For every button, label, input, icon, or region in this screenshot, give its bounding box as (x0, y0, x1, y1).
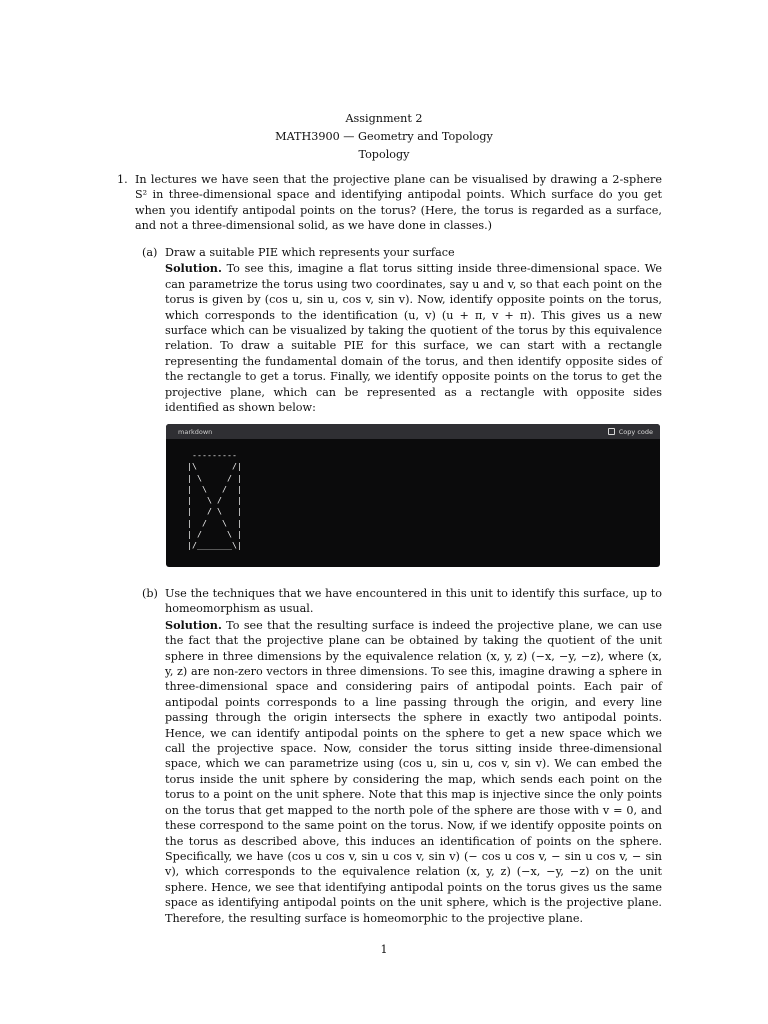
part-a (142, 245, 662, 415)
code-block-header (166, 424, 660, 439)
part-a-label: (a) (142, 246, 158, 259)
part-b-prompt: Use the techniques that we have encountered in this unit to identify this surface, up to homeomorphism as usual. (165, 587, 662, 616)
code-language-label: markdown (178, 427, 213, 436)
question-1 (117, 172, 662, 234)
part-a-prompt: Draw a suitable PIE which represents your surface (165, 246, 455, 259)
copy-code-label: Copy code (618, 427, 653, 436)
part-b-solution (165, 618, 662, 926)
question-number: 1. (117, 173, 128, 186)
part-b-label: (b) (142, 587, 158, 600)
solution-text: To see that the resulting surface is indeed the projective plane, we can use the fact that the projective plane can be obtained by taking the quotient of the unit sphere in three dimensions by the equivalence relation (x, y, z) (−x, −y, −z), where (x, y, z) are non-zero vectors in three dimensions. To see this, imagine drawing a sphere in three-dimensional space and considering pairs of antipodal points. Each pair of antipodal points corresponds to a line passing through the origin, and every line passing through the origin intersects the sphere in exactly two antipodal points. Hence, we can identify antipodal points on the sphere to get a new space which we call the projective space. Now, consider the torus sitting inside three-dimensional space, which we can parametrize using (cos u, sin u, cos v, sin v). We can embed the torus inside the unit sphere by considering the map, which sends each point on the torus to a point on the unit sphere. Note that this map is injective since the only points on the torus that get mapped to the north pole of the sphere are those with v = 0, and these correspond to the same point on the torus. Now, if we identify opposite points on the torus as described above, this induces an identification of points on the sphere. Specifically, we have (cos u cos v, sin u cos v, sin v) (− cos u cos v, − sin u cos v, − sin v), which corresponds to the equivalence relation (x, y, z) (−x, −y, −z) on the unit sphere. Hence, we see that identifying antipodal points on the torus gives us the same space as identifying antipodal points on the unit sphere, which is the projective plane. Therefore, the resulting surface is homeomorphic to the projective plane. (165, 618, 662, 925)
question-text: In lectures we have seen that the projective plane can be visualised by drawing a 2-sphere S² in three-dimensional space and identifying antipodal points. Which surface do you get when you identify antipodal points on the torus? (Here, the torus is regarded as a surface, and not a three-dimensional solid, as we have done in classes.) (135, 173, 662, 233)
topic-title: Topology (358, 148, 410, 161)
solution-label: Solution. (165, 617, 222, 632)
copy-code-button[interactable] (608, 428, 653, 436)
solution-label: Solution. (165, 261, 222, 276)
code-block (166, 424, 660, 567)
solution-text: To see this, imagine a flat torus sitting inside three-dimensional space. We can parametrize the torus using two coordinates, say u and v, so that each point on the torus is given by (cos u, sin u, cos v, sin v). Now, identify opposite points on the torus, which corresponds to the identification (u, v) (u + π, v + π). This gives us a new surface which can be visualized by taking the quotient of the torus by this equivalence relation. To draw a suitable PIE for this surface, we can start with a rectangle representing the fundamental domain of the torus, and then identify opposite sides of the rectangle to get a torus. Finally, we identify opposite points on the torus to get the projective plane, which can be represented as a rectangle with opposite sides identified as shown below: (165, 262, 662, 415)
part-b (142, 586, 662, 926)
course-title: MATH3900 — Geometry and Topology (275, 130, 493, 143)
page-number: 1 (380, 943, 388, 956)
part-a-solution (165, 261, 662, 415)
ascii-diagram: --------- |\ /| | \ / | | \ / | | \ / | | / \ | | / \ | | / \ | |/_______\| (186, 450, 242, 551)
clipboard-icon (608, 428, 615, 435)
assignment-title: Assignment 2 (345, 112, 423, 125)
document-header (0, 110, 768, 164)
